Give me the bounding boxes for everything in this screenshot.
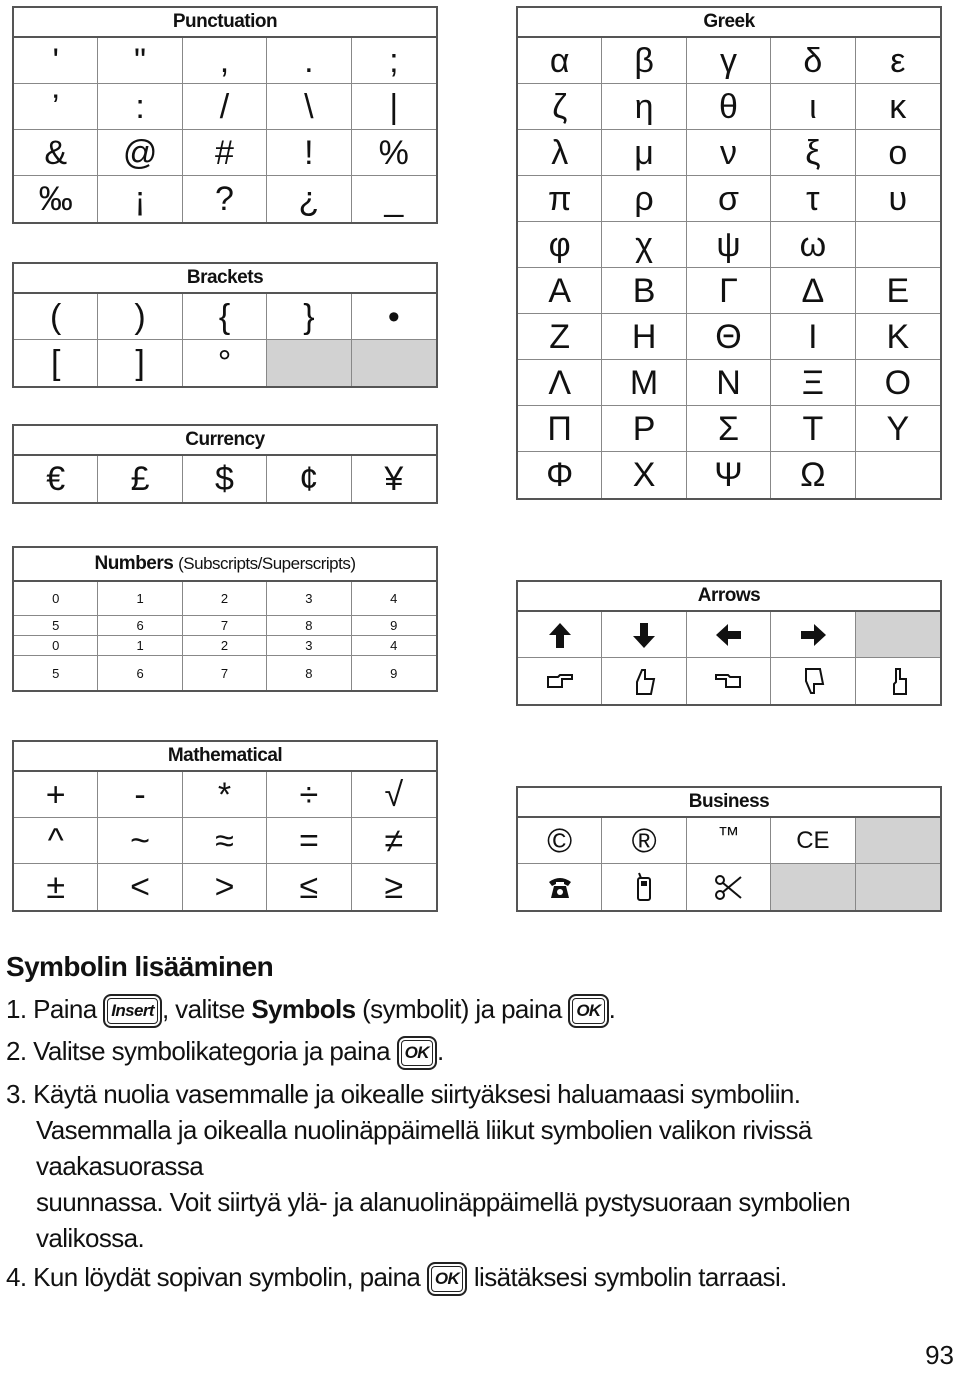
symbol-cell: ÷ [267,772,351,818]
symbol-cell: ' [14,38,98,84]
symbol-cell: Φ [518,452,602,498]
step-2-text-b: . [436,1036,444,1066]
symbol-cell: _ [384,180,404,218]
symbol-cell: ¥ [384,460,404,498]
greek-table [516,6,942,500]
symbol-cell: @ [98,130,182,176]
arrow-up-icon [518,612,602,658]
business-table [516,786,942,912]
symbol-cell: & [14,130,98,176]
telephone-icon [545,872,575,902]
numbers-table [12,546,438,692]
symbol-cell: ψ [687,222,771,268]
symbol-cell: } [267,294,351,340]
symbol-cell: ± [14,864,98,910]
step-3-text-c: suunnassa. Voit siirtyä ylä- ja alanuolinäppäimellä pystysuoraan symbolien valikossa. [36,1187,851,1253]
insert-key-icon: Insert [103,994,162,1028]
brackets-table [12,262,438,388]
currency-title: Currency [14,426,436,456]
symbol-cell: > [183,864,267,910]
symbol-cell: ! [267,130,351,176]
step-2-text-a: 2. Valitse symbolikategoria ja paina [6,1036,391,1066]
scissors-icon [687,864,771,910]
symbol-cell: α [518,38,602,84]
symbol-cell: τ [771,176,855,222]
symbol-cell: 0 [14,582,98,616]
symbol-cell: 8 [267,616,351,636]
symbol-cell: 6 [98,656,182,690]
symbol-cell: { [183,294,267,340]
symbol-cell: Τ [771,406,855,452]
mobile-phone-icon [602,864,686,910]
symbol-cell: ¢ [267,456,351,502]
hand-point-up-icon [856,658,940,704]
empty-cell [856,864,940,910]
symbol-cell: ‰ [14,176,98,222]
symbol-cell: 4 [352,636,436,656]
symbol-cell: 6 [98,616,182,636]
numbers-title-rest: (Subscripts/Superscripts) [178,554,356,573]
symbol-cell: ≠ [352,818,436,864]
symbol-cell: 0 [14,636,98,656]
empty-cell [856,222,940,268]
symbol-cell: ≈ [183,818,267,864]
hand-point-right-icon [518,658,602,704]
hand-point-right-icon [545,666,575,696]
symbol-cell: 3 [267,582,351,616]
step-4-text-b: lisätäksesi symbolin tarraasi. [473,1262,787,1292]
symbol-cell: η [602,84,686,130]
symbol-cell: ξ [771,130,855,176]
symbol-cell: Χ [602,452,686,498]
numbers-title [14,548,436,582]
arrow-down-icon [602,612,686,658]
currency-table [12,424,438,504]
symbol-cell: Υ [856,406,940,452]
instructions-title: Symbolin lisääminen [6,951,274,982]
empty-cell [856,452,940,498]
symbol-cell: ν [687,130,771,176]
symbol-cell: ≤ [267,864,351,910]
symbol-cell: Ε [856,268,940,314]
symbol-cell: 7 [183,656,267,690]
symbol-cell: ® [602,818,686,864]
hand-point-up-icon [883,666,913,696]
symbol-cell: Ζ [518,314,602,360]
symbol-cell: 9 [352,616,436,636]
symbol-cell: Ψ [687,452,771,498]
symbol-cell: Θ [687,314,771,360]
symbol-cell: 1 [98,582,182,616]
thumbs-down-icon [771,658,855,704]
symbol-cell: ] [98,340,182,386]
symbol-cell: θ [687,84,771,130]
step-3-text-b: Vasemmalla ja oikealla nuolinäppäimellä liikut symbolien valikon rivissä vaakasuorassa [36,1115,812,1181]
arrow-left-icon [687,612,771,658]
symbol-cell: ; [352,38,436,84]
telephone-icon [518,864,602,910]
thumbs-down-icon [798,666,828,696]
symbol-cell: β [602,38,686,84]
ok-key-icon: OK [397,1036,437,1070]
symbol-cell: ∆ [771,268,855,314]
symbol-cell: , [183,38,267,84]
thumbs-up-icon [629,666,659,696]
step-4 [6,1256,956,1298]
step-4-text-a: 4. Kun löydät sopivan symbolin, paina [6,1262,421,1292]
symbol-cell: δ [771,38,855,84]
symbol-cell: υ [856,176,940,222]
symbol-cell: ο [856,130,940,176]
empty-cell [856,818,940,864]
symbol-cell: + [14,772,98,818]
symbol-cell: ω [771,222,855,268]
symbol-cell: ζ [518,84,602,130]
mathematical-title: Mathematical [14,742,436,772]
step-1-symbols: Symbols [251,994,356,1024]
symbol-cell: Η [602,314,686,360]
symbol-cell: Α [518,268,602,314]
symbol-cell: [ [14,340,98,386]
symbol-cell: * [183,772,267,818]
symbol-cell: Ξ [771,360,855,406]
symbol-cell: ( [14,294,98,340]
symbol-cell: Π [518,406,602,452]
symbol-cell: ε [856,38,940,84]
step-1-text-d: . [608,994,616,1024]
brackets-title: Brackets [14,264,436,294]
symbol-cell: ° [183,340,267,386]
symbol-cell: ~ [98,818,182,864]
punctuation-table [12,6,438,224]
symbol-cell: ¡ [98,176,182,222]
symbol-cell: # [183,130,267,176]
symbol-cell: ¿ [267,176,351,222]
symbol-cell: 7 [183,616,267,636]
symbol-cell: χ [602,222,686,268]
symbol-cell: Ο [856,360,940,406]
ok-key-icon: OK [427,1262,467,1296]
symbol-cell: μ [602,130,686,176]
step-1-text-a: 1. Paina [6,994,97,1024]
symbol-cell: 5 [14,656,98,690]
symbol-cell: Κ [856,314,940,360]
symbol-cell: Γ [687,268,771,314]
step-1 [6,988,956,1030]
symbol-cell: 9 [390,665,398,681]
hand-point-left-icon [713,666,743,696]
symbol-cell: 1 [98,636,182,656]
symbol-cell: | [352,84,436,130]
step-1-text-b: , valitse [161,994,245,1024]
greek-title: Greek [518,8,940,38]
symbol-cell: ™ [687,818,771,864]
page-number: 93 [925,1340,954,1370]
arrow-right-icon [798,620,828,650]
symbol-cell: " [98,38,182,84]
symbol-cell: Ν [687,360,771,406]
symbol-cell: Σ [687,406,771,452]
symbol-cell: 3 [267,636,351,656]
arrow-right-icon [771,612,855,658]
symbol-cell: Μ [602,360,686,406]
arrow-down-icon [629,620,659,650]
symbol-cell: γ [687,38,771,84]
symbol-cell: ? [183,176,267,222]
symbol-cell: = [267,818,351,864]
empty-cell [856,612,940,658]
symbol-cell: ) [98,294,182,340]
symbol-cell: 2 [183,582,267,616]
symbol-cell: 8 [267,656,351,690]
symbol-cell: £ [98,456,182,502]
arrow-up-icon [545,620,575,650]
symbol-cell: √ [352,772,436,818]
step-3-text-a: 3. Käytä nuolia vasemmalle ja oikealle siirtyäksesi haluamaasi symboliin. [6,1079,801,1109]
symbol-cell: σ [687,176,771,222]
symbol-cell: / [183,84,267,130]
step-1-text-c: (symbolit) ja paina [362,994,562,1024]
instructions [6,946,956,1298]
symbol-cell: : [98,84,182,130]
symbol-cell: 5 [14,616,98,636]
symbol-cell: λ [518,130,602,176]
symbol-cell: Λ [518,360,602,406]
ce-mark-icon: CE [771,818,855,864]
arrows-title: Arrows [518,582,940,612]
business-title: Business [518,788,940,818]
punctuation-title: Punctuation [14,8,436,38]
symbol-cell: ≥ [384,868,404,906]
step-2 [6,1030,956,1072]
symbol-cell: ι [771,84,855,130]
symbol-cell: < [98,864,182,910]
step-3 [6,1076,956,1256]
symbol-cell: ρ [602,176,686,222]
symbol-cell: % [352,130,436,176]
symbol-cell: © [518,818,602,864]
symbol-cell: Β [602,268,686,314]
symbol-cell: π [518,176,602,222]
ok-key-icon: OK [568,994,608,1028]
arrow-left-icon [713,620,743,650]
mathematical-table [12,740,438,912]
symbol-cell: Ι [771,314,855,360]
symbol-cell: € [14,456,98,502]
symbol-cell: κ [856,84,940,130]
empty-cell [771,864,855,910]
thumbs-up-icon [602,658,686,704]
empty-cell [352,340,436,386]
symbol-cell: \ [267,84,351,130]
empty-cell [267,340,351,386]
mobile-phone-icon [629,872,659,902]
hand-point-left-icon [687,658,771,704]
symbol-cell: 2 [183,636,267,656]
symbol-cell: ’ [14,84,98,130]
scissors-icon [713,872,743,902]
symbol-cell: - [98,772,182,818]
symbol-cell: $ [183,456,267,502]
symbol-cell: φ [518,222,602,268]
numbers-title-bold: Numbers [94,553,174,574]
symbol-cell: . [267,38,351,84]
symbol-cell: Ρ [602,406,686,452]
symbol-cell: 4 [352,582,436,616]
symbol-cell: Ω [771,452,855,498]
symbol-cell: ^ [14,818,98,864]
arrows-table [516,580,942,706]
symbol-cell: • [352,294,436,340]
